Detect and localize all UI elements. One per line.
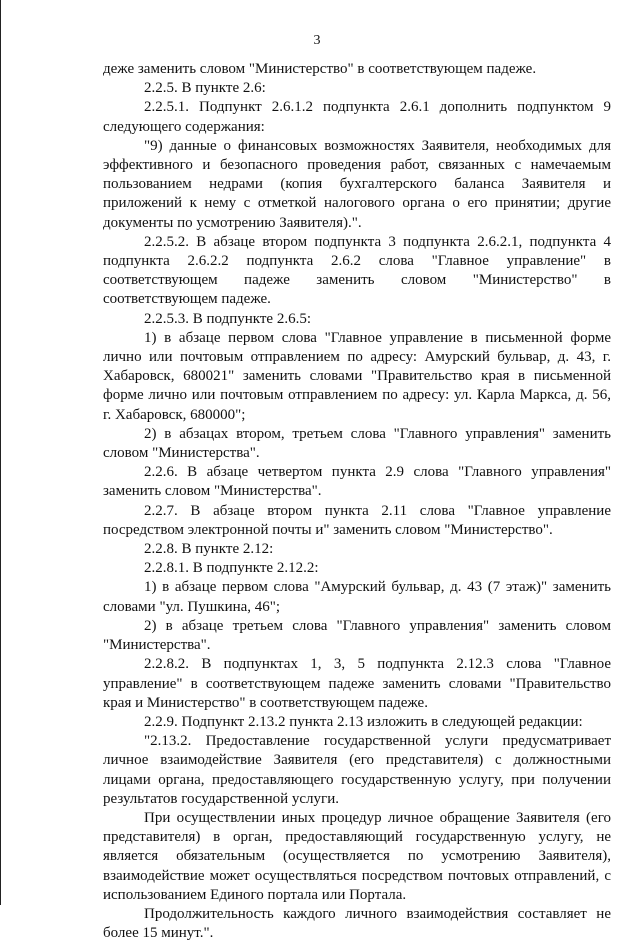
- paragraph-item-2: 2) в абзацах втором, третьем слова "Главного управления" заменить словом "Министерства".: [103, 425, 611, 462]
- paragraph-2-2-8: 2.2.8. В пункте 2.12:: [144, 541, 274, 558]
- paragraph-2-2-9: 2.2.9. Подпункт 2.13.2 пункта 2.13 изложить в следующей редакции:: [144, 713, 583, 730]
- paragraph-continuation: деже заменить словом "Министерство" в соответствующем падеже.: [103, 61, 537, 77]
- paragraph-2-13-2: "2.13.2. Предоставление государственной услуги предусматривает личное взаимодействие Заявителя (его представителя) с должностными лицами органа, предоставляющего государственную услугу, при получении результатов государственной услуги.: [103, 733, 611, 807]
- paragraph-2-2-8-2: 2.2.8.2. В подпунктах 1, 3, 5 подпункта 2.12.3 слова "Главное управление" в соответствующем падеже заменить словами "Правительство края и Министерство" в соответствующем падеже.: [103, 656, 611, 711]
- scan-edge-line: [0, 0, 1, 905]
- paragraph-2-2-7: 2.2.7. В абзаце втором пункта 2.11 слова "Главное управление посредством электронной почты и" заменить словом "Министерство".: [103, 502, 611, 538]
- paragraph-duration: Продолжительность каждого личного взаимодействия составляет не более 15 минут.".: [103, 905, 611, 942]
- paragraph-2-2-5-1: 2.2.5.1. Подпункт 2.6.1.2 подпункта 2.6.1 дополнить подпунктом 9 следующего содержания:: [103, 99, 611, 135]
- paragraph-2-2-8-1: 2.2.8.1. В подпункте 2.12.2:: [144, 560, 319, 577]
- page-number: 3: [313, 33, 321, 48]
- paragraph-2-2-5-2: 2.2.5.2. В абзаце втором подпункта 3 подпункта 2.6.2.1, подпункта 4 подпункта 2.6.2.2 подпункта 2.6.2 слова "Главное управление" в соответствующем падеже заменить словом "Министерство" в соответствующем падеже.: [103, 233, 611, 308]
- paragraph-item-1-address: 1) в абзаце первом слова "Главное управление в письменной форме лично или почтовым отправлением по адресу: Амурский бульвар, д. 43, г. Хабаровск, 680021" заменить словами "Правительство края в письменной форме лично или почтовым отправлением по адресу: ул. Карла Маркса, д. 56, г. Хабаровск, 680000";: [103, 329, 611, 423]
- document-body: [103, 60, 611, 943]
- paragraph-2-2-6: 2.2.6. В абзаце четвертом пункта 2.9 слова "Главного управления" заменить словом "Министерства".: [103, 464, 611, 500]
- paragraph-2-2-5: 2.2.5. В пункте 2.6:: [144, 80, 266, 97]
- paragraph-2-2-5-3: 2.2.5.3. В подпункте 2.6.5:: [144, 310, 312, 327]
- paragraph-quote-item-9: "9) данные о финансовых возможностях Заявителя, необходимых для эффективного и безопасного проведения работ, связанных с намечаемым пользованием недрами (копия бухгалтерского баланса Заявителя и приложений к нему с отметкой налогового органа о его принятии; другие документы по усмотрению Заявителя).".: [103, 137, 611, 231]
- paragraph-2-2-8-1-item-1: 1) в абзаце первом слова "Амурский бульвар, д. 43 (7 этаж)" заменить словами "ул. Пушкина, 46";: [103, 579, 611, 615]
- paragraph-other-procedures: При осуществлении иных процедур личное обращение Заявителя (его представителя) в орган, предоставляющий государственную услугу, не является обязательным (осуществляется по усмотрению Заявителя), взаимодействие может осуществляться посредством почтовых отправлений, с использованием Единого портала или Портала.: [103, 809, 611, 903]
- paragraph-2-2-8-1-item-2: 2) в абзаце третьем слова "Главного управления" заменить словом "Министерства".: [103, 617, 611, 654]
